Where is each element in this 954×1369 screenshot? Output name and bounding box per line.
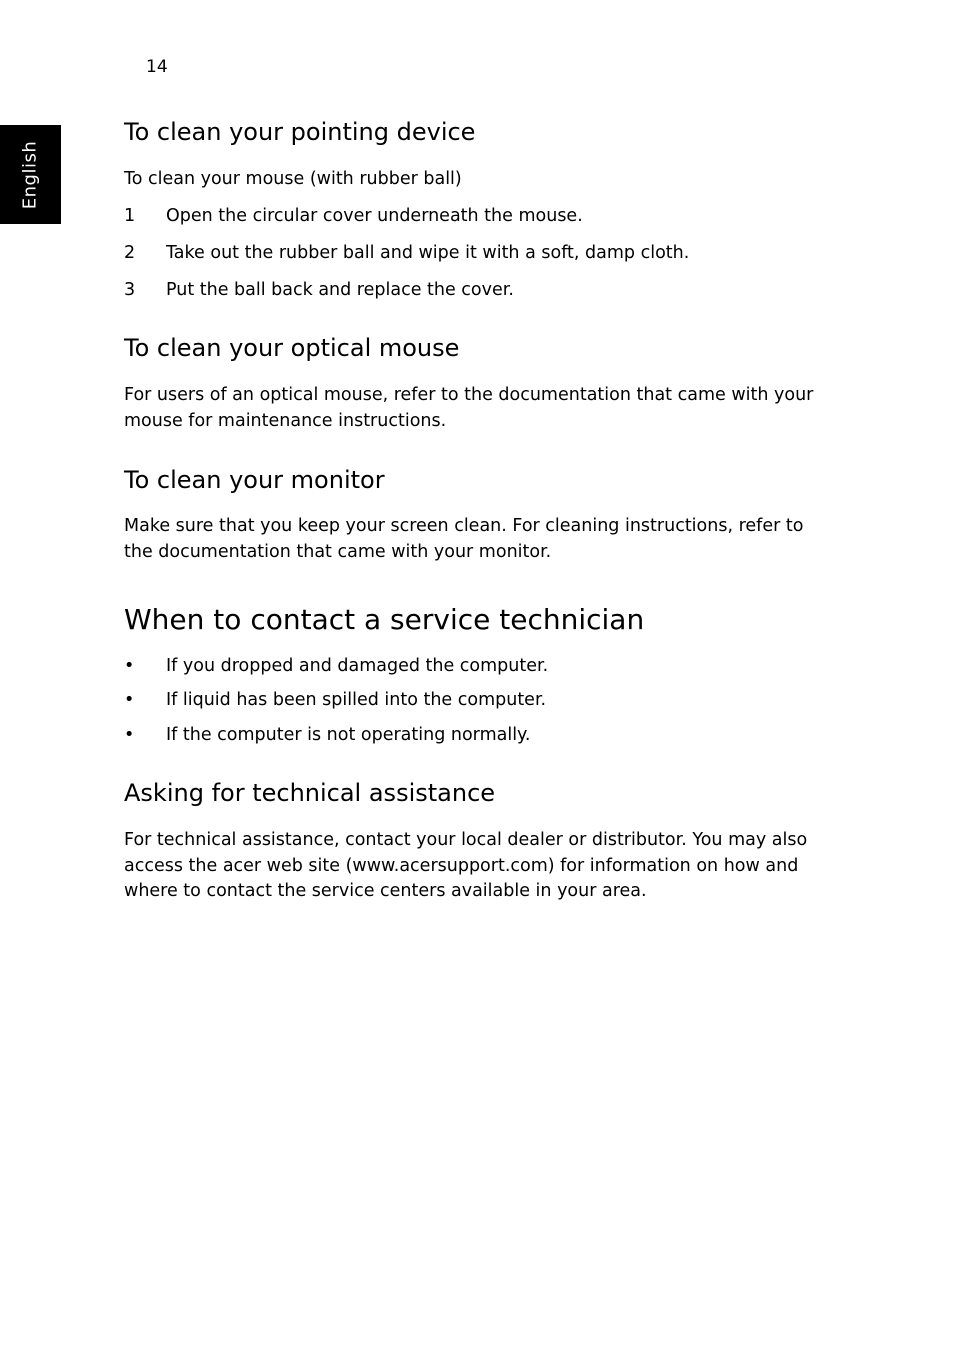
step-number: 3 xyxy=(124,280,136,300)
heading-technical-assistance: Asking for technical assistance xyxy=(124,779,496,807)
bullet-text: If liquid has been spilled into the computer. xyxy=(166,690,547,710)
bullet-marker: • xyxy=(124,725,135,745)
monitor-body: Make sure that you keep your screen clean. For cleaning instructions, refer to the documentation that came with your monitor. xyxy=(124,516,804,562)
step-text: Put the ball back and replace the cover. xyxy=(166,280,514,300)
bullet-item xyxy=(124,689,546,711)
optical-mouse-body: For users of an optical mouse, refer to the documentation that came with your mouse for maintenance instructions. xyxy=(124,385,814,431)
language-side-tab-label: English xyxy=(19,140,41,209)
bullet-text: If the computer is not operating normally. xyxy=(166,725,531,745)
heading-pointing-device: To clean your pointing device xyxy=(124,118,476,146)
step-text: Take out the rubber ball and wipe it with a soft, damp cloth. xyxy=(166,243,690,263)
pointing-device-intro: To clean your mouse (with rubber ball) xyxy=(124,169,462,189)
page-number: 14 xyxy=(146,57,168,77)
step-item xyxy=(124,205,583,227)
bullet-item xyxy=(124,724,530,746)
technical-assistance-body: For technical assistance, contact your local dealer or distributor. You may also access the acer web site (www.acersupport.com) for information on how and where to contact the service centers available in your area. xyxy=(124,830,808,901)
bullet-item xyxy=(124,655,548,677)
step-text: Open the circular cover underneath the mouse. xyxy=(166,206,583,226)
step-item xyxy=(124,279,514,301)
heading-service-technician: When to contact a service technician xyxy=(124,603,645,636)
bullet-marker: • xyxy=(124,690,135,710)
heading-monitor: To clean your monitor xyxy=(124,466,385,494)
step-number: 1 xyxy=(124,206,136,226)
bullet-text: If you dropped and damaged the computer. xyxy=(166,656,549,676)
language-side-tab xyxy=(0,125,61,224)
step-number: 2 xyxy=(124,243,136,263)
heading-optical-mouse: To clean your optical mouse xyxy=(124,334,460,362)
step-item xyxy=(124,242,689,264)
bullet-marker: • xyxy=(124,656,135,676)
